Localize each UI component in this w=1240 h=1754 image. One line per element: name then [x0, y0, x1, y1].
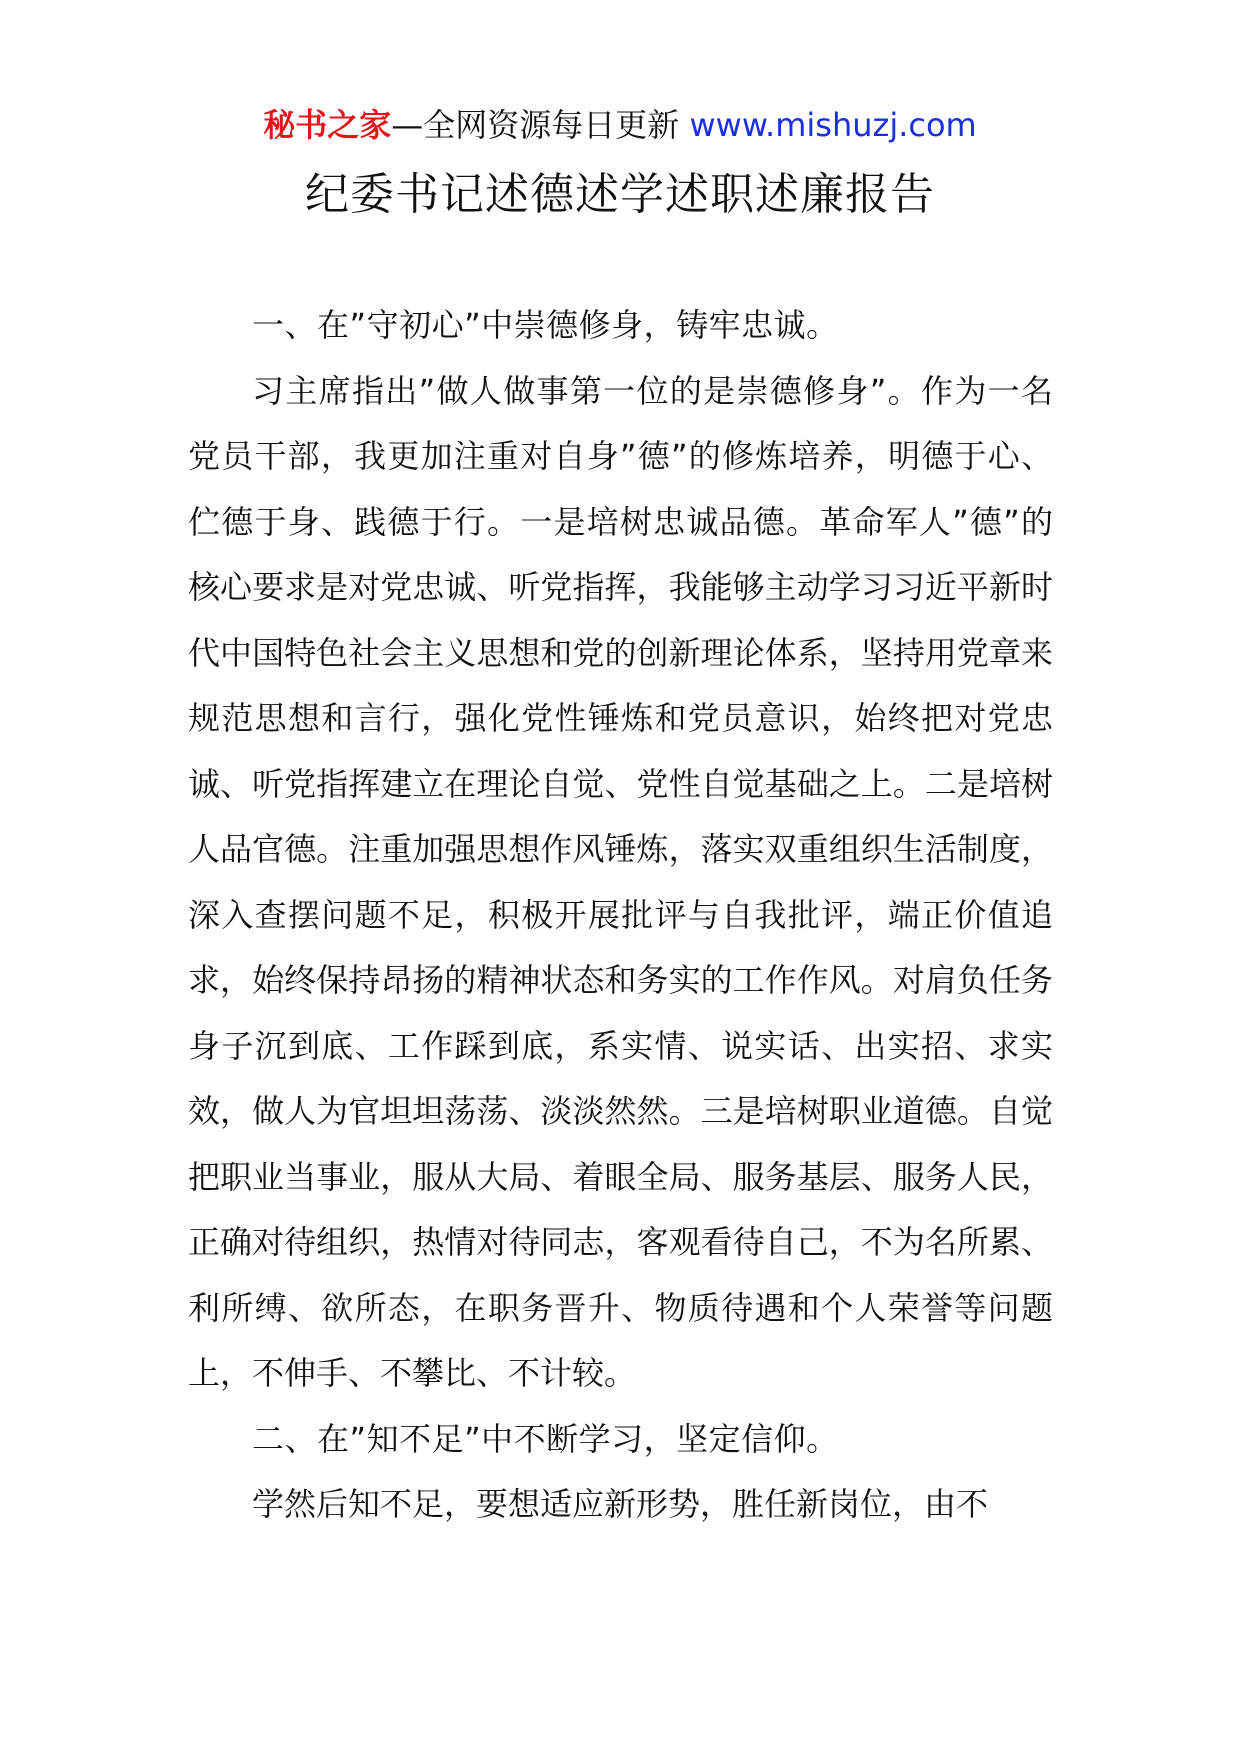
- header-slogan: —全网资源每日更新: [391, 106, 690, 144]
- body-paragraph-1: 习主席指出”做人做事第一位的是崇德修身”。作为一名党员干部，我更加注重对自身”德”的修炼培养，明德于心、伫德于身、践德于行。一是培树忠诚品德。革命军人”德”的核心要求是对党忠诚、听党指挥，我能够主动学习习近平新时代中国特色社会主义思想和党的创新理论体系，坚持用党章来规范思想和言行，强化党性锤炼和党员意识，始终把对党忠诚、听党指挥建立在理论自觉、党性自觉基础之上。二是培树人品官德。注重加强思想作风锤炼，落实双重组织生活制度，深入查摆问题不足，积极开展批评与自我批评，端正价值追求，始终保持昂扬的精神状态和务实的工作作风。对肩负任务身子沉到底、工作踩到底，系实情、说实话、出实招、求实效，做人为官坦坦荡荡、淡淡然然。三是培树职业道德。自觉把职业当事业，服从大局、着眼全局、服务基层、服务人民，正确对待组织，热情对待同志，客观看待自己，不为名所累、利所缚、欲所态，在职务晋升、物质待遇和个人荣誉等问题上，不伸手、不攀比、不计较。: [188, 371, 1053, 1392]
- section-heading-2: 二、在”知不足”中不断学习，坚定信仰。: [252, 1419, 839, 1458]
- body-paragraph-2: 学然后知不足，要想适应新形势，胜任新岗位，由不: [252, 1485, 989, 1523]
- document-body: [188, 293, 1053, 1538]
- brand-name: 秘书之家: [263, 106, 392, 144]
- section-heading-1: 一、在”守初心”中崇德修身，铸牢忠诚。: [252, 306, 839, 344]
- site-header: [0, 103, 1240, 147]
- document-title: 纪委书记述德述学述职述廉报告: [305, 169, 935, 220]
- site-url: www.mishuzj.com: [689, 106, 977, 144]
